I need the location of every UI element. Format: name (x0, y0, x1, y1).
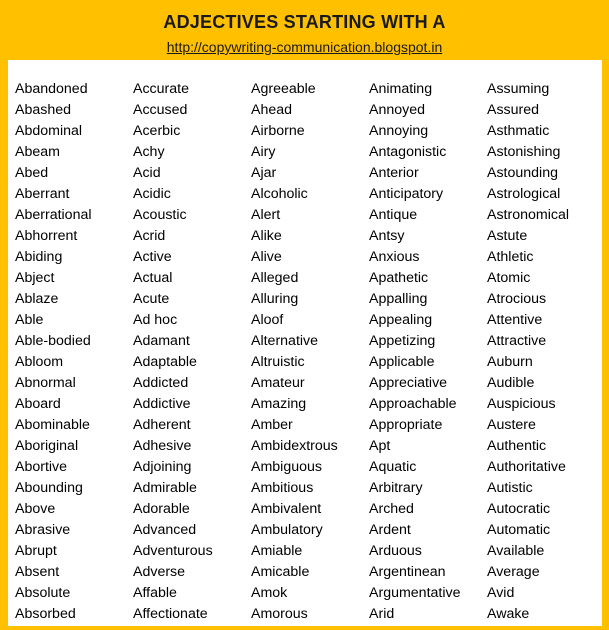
word-item: Ajar (251, 165, 277, 181)
word-item: Attentive (487, 312, 543, 328)
word-item: Appropriate (369, 417, 443, 433)
word-item: Affectionate (133, 606, 208, 622)
word-item: Antagonistic (369, 144, 447, 160)
word-item: Astute (487, 228, 528, 244)
word-item: Accurate (133, 81, 189, 97)
header-banner (0, 0, 609, 60)
word-item: Agreeable (251, 81, 316, 97)
word-item: Able-bodied (15, 333, 91, 349)
word-column-1 (15, 79, 92, 625)
word-item: Above (15, 501, 56, 517)
word-item: Abounding (15, 480, 83, 496)
word-item: Actual (133, 270, 173, 286)
word-item: Amber (251, 417, 293, 433)
word-item: Aloof (251, 312, 284, 328)
word-item: Acute (133, 291, 170, 307)
word-item: Ardent (369, 522, 411, 538)
word-item: Adhesive (133, 438, 192, 454)
word-item: Aberrational (15, 207, 92, 223)
word-item: Abed (15, 165, 49, 181)
word-item: Abeam (15, 144, 60, 160)
word-column-5 (487, 79, 569, 625)
word-item: Absolute (15, 585, 71, 601)
word-column-3 (251, 79, 338, 625)
word-item: Antsy (369, 228, 405, 244)
word-item: Astonishing (487, 144, 561, 160)
word-item: Abloom (15, 354, 64, 370)
word-item: Arched (369, 501, 414, 517)
word-item: Abhorrent (15, 228, 78, 244)
word-item: Adherent (133, 417, 191, 433)
word-item: Alleged (251, 270, 299, 286)
word-item: Assured (487, 102, 540, 118)
word-item: Auburn (487, 354, 533, 370)
word-item: Anterior (369, 165, 419, 181)
word-item: Atrocious (487, 291, 547, 307)
word-item: Appalling (369, 291, 428, 307)
word-item: Amorous (251, 606, 308, 622)
word-item: Able (15, 312, 44, 328)
word-item: Asthmatic (487, 123, 550, 139)
word-item: Acid (133, 165, 161, 181)
word-item: Astrological (487, 186, 561, 202)
word-item: Assuming (487, 81, 550, 97)
word-item: Adverse (133, 564, 186, 580)
word-item: Abashed (15, 102, 72, 118)
word-item: Ambulatory (251, 522, 323, 538)
word-item: Absorbed (15, 606, 76, 622)
word-item: Acoustic (133, 207, 187, 223)
word-item: Apathetic (369, 270, 429, 286)
word-item: Annoying (369, 123, 429, 139)
word-item: Amicable (251, 564, 310, 580)
word-item: Arduous (369, 543, 422, 559)
word-item: Appreciative (369, 375, 448, 391)
word-item: Amateur (251, 375, 305, 391)
blog-url-link[interactable]: http://copywriting-communication.blogspot.in (166, 39, 443, 55)
word-item: Aquatic (369, 459, 417, 475)
word-item: Adorable (133, 501, 190, 517)
word-item: Aboard (15, 396, 61, 412)
word-item: Ad hoc (133, 312, 178, 328)
word-item: Acrid (133, 228, 166, 244)
word-item: Argumentative (369, 585, 461, 601)
word-item: Ambitious (251, 480, 314, 496)
word-item: Arbitrary (369, 480, 423, 496)
word-item: Audible (487, 375, 535, 391)
word-item: Addictive (133, 396, 191, 412)
word-item: Approachable (369, 396, 457, 412)
word-item: Abominable (15, 417, 90, 433)
word-item: Active (133, 249, 172, 265)
word-item: Abandoned (15, 81, 88, 97)
word-item: Antique (369, 207, 418, 223)
word-item: Amazing (251, 396, 307, 412)
word-item: Acidic (133, 186, 171, 202)
word-item: Auspicious (487, 396, 556, 412)
word-item: Awake (487, 606, 530, 622)
word-item: Avid (487, 585, 515, 601)
word-item: Adventurous (133, 543, 213, 559)
word-item: Alcoholic (251, 186, 308, 202)
word-item: Alluring (251, 291, 299, 307)
word-item: Argentinean (369, 564, 446, 580)
word-item: Absent (15, 564, 60, 580)
word-item: Alternative (251, 333, 319, 349)
word-item: Ahead (251, 102, 293, 118)
word-item: Aboriginal (15, 438, 79, 454)
page-title: ADJECTIVES STARTING WITH A (163, 12, 446, 32)
word-item: Admirable (133, 480, 197, 496)
word-item: Acerbic (133, 123, 181, 139)
word-item: Apt (369, 438, 391, 454)
word-item: Abortive (15, 459, 68, 475)
word-item: Addicted (133, 375, 189, 391)
word-item: Abiding (15, 249, 63, 265)
word-item: Authoritative (487, 459, 566, 475)
word-item: Affable (133, 585, 177, 601)
word-item: Ablaze (15, 291, 59, 307)
word-item: Appetizing (369, 333, 436, 349)
word-item: Accused (133, 102, 188, 118)
word-item: Astronomical (487, 207, 570, 223)
word-item: Amok (251, 585, 288, 601)
word-item: Adaptable (133, 354, 197, 370)
word-item: Anticipatory (369, 186, 444, 202)
word-item: Authentic (487, 438, 547, 454)
word-item: Aberrant (15, 186, 70, 202)
word-item: Altruistic (251, 354, 305, 370)
word-item: Ambiguous (251, 459, 322, 475)
word-item: Automatic (487, 522, 551, 538)
word-item: Abrupt (15, 543, 57, 559)
word-item: Abdominal (15, 123, 83, 139)
word-item: Alert (251, 207, 281, 223)
word-item: Abject (15, 270, 55, 286)
word-item: Ambivalent (251, 501, 322, 517)
word-item: Athletic (487, 249, 534, 265)
word-item: Arid (369, 606, 395, 622)
word-item: Attractive (487, 333, 547, 349)
word-column-2 (133, 79, 213, 625)
word-item: Adjoining (133, 459, 192, 475)
word-item: Applicable (369, 354, 435, 370)
word-item: Airy (251, 144, 276, 160)
word-item: Airborne (251, 123, 305, 139)
word-column-4 (369, 79, 460, 625)
word-item: Abnormal (15, 375, 76, 391)
word-item: Alike (251, 228, 282, 244)
word-item: Available (487, 543, 545, 559)
word-item: Austere (487, 417, 536, 433)
word-item: Autocratic (487, 501, 551, 517)
word-item: Anxious (369, 249, 420, 265)
word-item: Achy (133, 144, 165, 160)
word-item: Ambidextrous (251, 438, 338, 454)
word-item: Atomic (487, 270, 531, 286)
word-item: Alive (251, 249, 282, 265)
word-item: Advanced (133, 522, 197, 538)
word-item: Average (487, 564, 540, 580)
word-item: Animating (369, 81, 433, 97)
word-item: Appealing (369, 312, 433, 328)
word-item: Abrasive (15, 522, 71, 538)
word-item: Autistic (487, 480, 533, 496)
word-item: Amiable (251, 543, 303, 559)
word-item: Annoyed (369, 102, 426, 118)
word-item: Adamant (133, 333, 190, 349)
word-list-panel (8, 60, 602, 626)
word-item: Astounding (487, 165, 558, 181)
